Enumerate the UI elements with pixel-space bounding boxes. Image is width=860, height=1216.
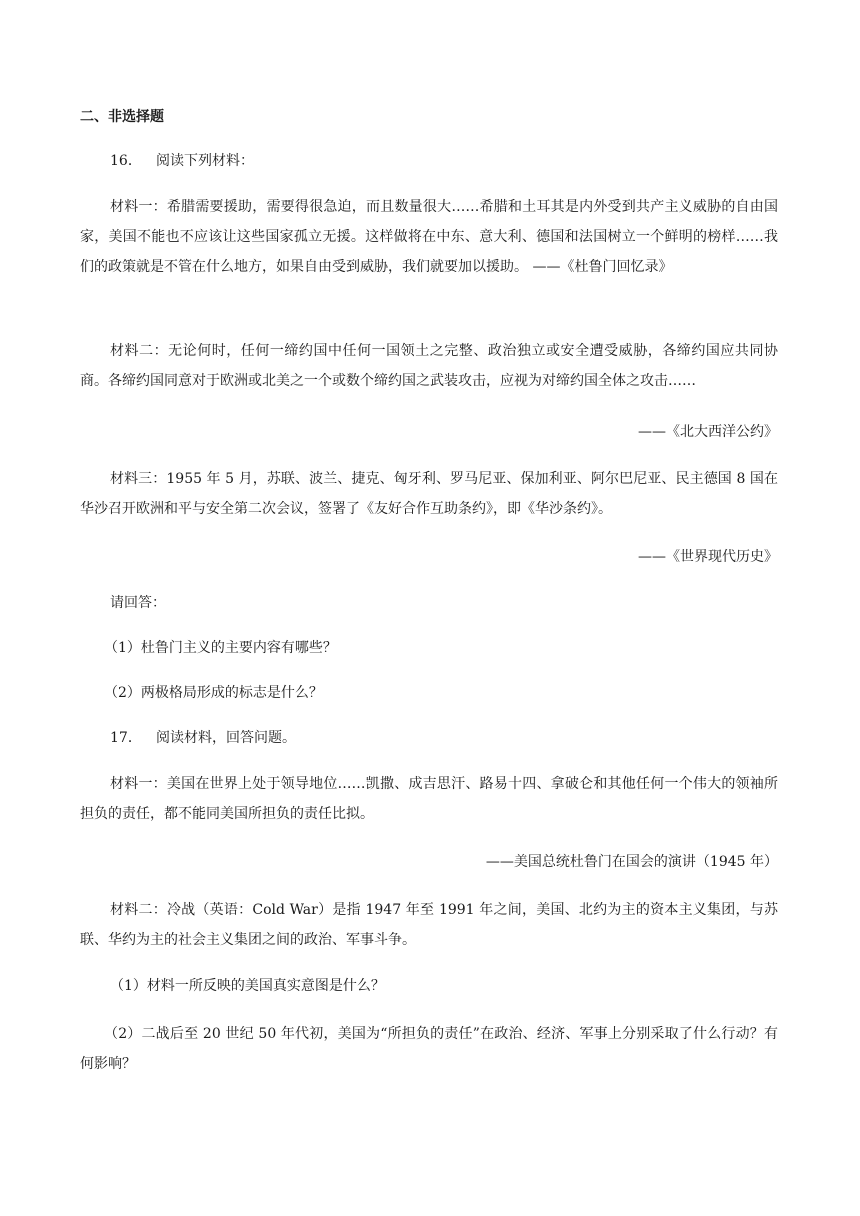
q16-material-2: 材料二：无论何时，任何一缔约国中任何一国领土之完整、政治独立或安全遭受威胁，各缔约国应共同协商。各缔约国同意对于欧洲或北美之一个或数个缔约国之武装攻击，应视为对缔约国全体之攻击…… xyxy=(80,343,778,389)
q16-sub-question-1: （1）杜鲁门主义的主要内容有哪些？ xyxy=(104,640,337,656)
section-title: 二、非选择题 xyxy=(80,109,164,125)
question-17-header xyxy=(110,727,296,749)
q17-material-1-source: ——美国总统杜鲁门在国会的演讲（1945 年） xyxy=(485,854,778,870)
q16-ask: 请回答： xyxy=(110,595,166,611)
q16-sub-question-2: （2）两极格局形成的标志是什么？ xyxy=(104,685,323,701)
question-prompt: 阅读材料，回答问题。 xyxy=(156,730,296,746)
question-16-header xyxy=(110,150,254,172)
q17-sub-question-2: （2）二战后至 20 世纪 50 年代初，美国为“所担负的责任”在政治、经济、军事上分别采取了什么行动？有何影响？ xyxy=(80,1026,778,1072)
q16-material-3-source: ——《世界现代历史》 xyxy=(638,549,778,565)
q17-material-1: 材料一：美国在世界上处于领导地位……凯撒、成吉思汗、路易十四、拿破仑和其他任何一个伟大的领袖所担负的责任，都不能同美国所担负的责任比拟。 xyxy=(80,776,778,822)
q16-material-3: 材料三：1955 年 5 月，苏联、波兰、捷克、匈牙利、罗马尼亚、保加利亚、阿尔巴尼亚、民主德国 8 国在华沙召开欧洲和平与安全第二次会议，签署了《友好合作互助条约》，即《华沙条约》。 xyxy=(80,471,778,517)
q17-sub-question-1: （1）材料一所反映的美国真实意图是什么？ xyxy=(110,978,385,994)
q16-material-1: 材料一：希腊需要援助，需要得很急迫，而且数量很大……希腊和土耳其是内外受到共产主义威胁的自由国家，美国不能也不应该让这些国家孤立无援。这样做将在中东、意大利、德国和法国树立一个鲜明的榜样……我们的政策就是不管在什么地方，如果自由受到威胁，我们就要加以援助。 ——《杜鲁门回忆录》 xyxy=(80,199,778,275)
q16-material-2-source: ——《北大西洋公约》 xyxy=(638,424,778,440)
question-number: 17． xyxy=(110,730,142,746)
question-prompt: 阅读下列材料： xyxy=(156,153,254,169)
question-number: 16． xyxy=(110,153,142,169)
q17-material-2: 材料二：冷战（英语：Cold War）是指 1947 年至 1991 年之间，美国、北约为主的资本主义集团，与苏联、华约为主的社会主义集团之间的政治、军事斗争。 xyxy=(80,902,778,948)
